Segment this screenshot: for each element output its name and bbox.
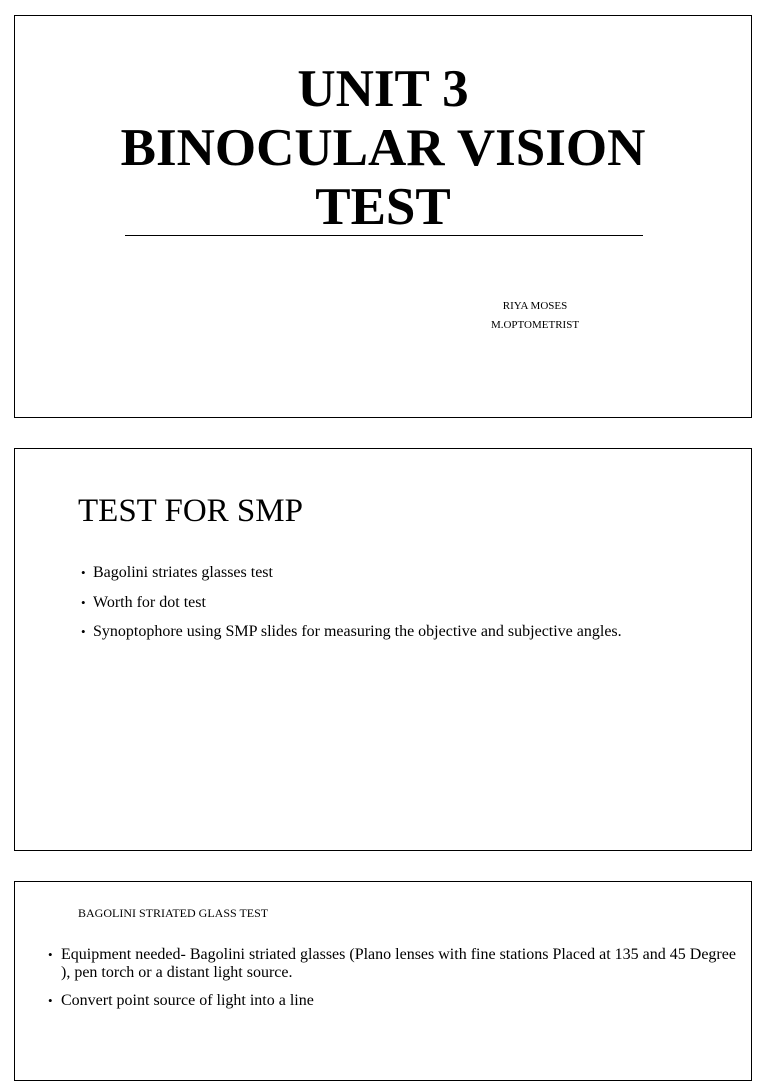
bullet-item: • Bagolini striates glasses test bbox=[81, 563, 622, 583]
slide-3 bbox=[14, 881, 752, 1081]
bullet-list bbox=[81, 563, 622, 652]
slide-2 bbox=[14, 448, 752, 851]
title-line: UNIT 3 bbox=[297, 60, 469, 118]
bullet-item: • Worth for dot test bbox=[81, 593, 622, 613]
title-underline bbox=[125, 235, 643, 236]
slide-1 bbox=[14, 15, 752, 418]
author-degree: M.OPTOMETRIST bbox=[490, 319, 580, 331]
title-line: TEST bbox=[315, 178, 451, 236]
bullet-item: • Synoptophore using SMP slides for measuring the objective and subjective angles. bbox=[81, 622, 622, 642]
slide-title bbox=[15, 60, 751, 237]
slide-title: TEST FOR SMP bbox=[78, 493, 303, 529]
slide-title: BAGOLINI STRIATED GLASS TEST bbox=[78, 906, 269, 920]
title-line: BINOCULAR VISION bbox=[120, 119, 646, 177]
bullet-item: • Equipment needed- Bagolini striated glasses (Plano lenses with fine stations Placed at 135 and 45 Degree ), pen torch or a distant light source. bbox=[48, 946, 738, 982]
author-name: RIYA MOSES bbox=[502, 300, 568, 312]
bullet-list bbox=[48, 946, 738, 1020]
bullet-item: • Convert point source of light into a line bbox=[48, 992, 738, 1010]
author-block bbox=[485, 297, 585, 335]
